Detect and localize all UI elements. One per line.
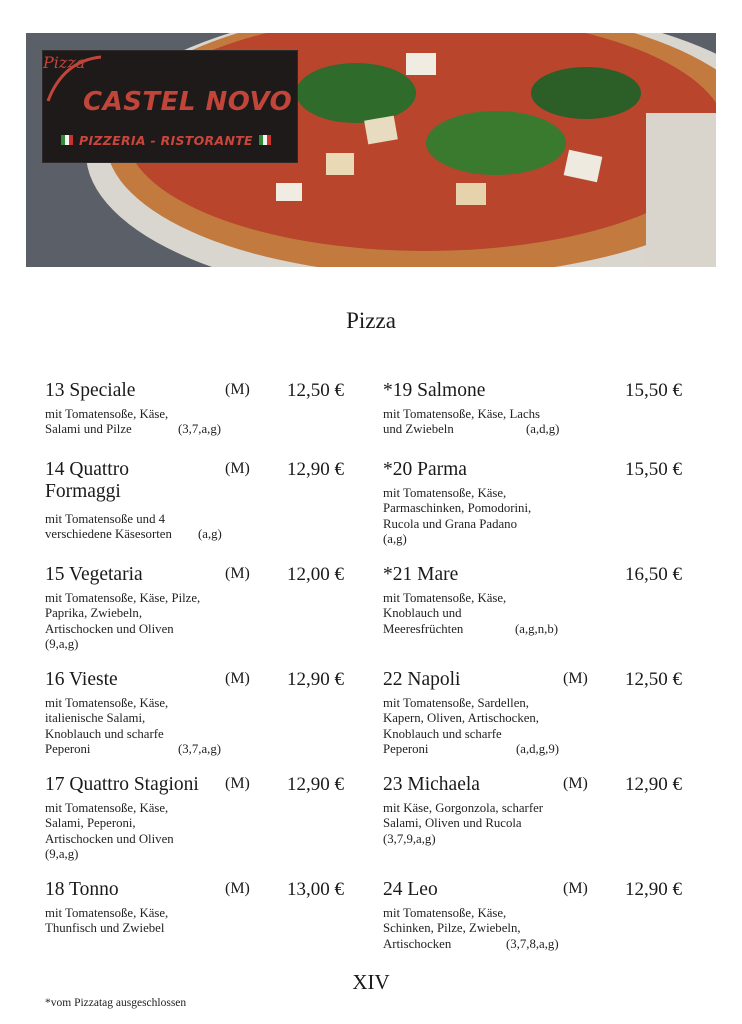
item-allergens: (a,g,n,b) — [515, 622, 558, 636]
item-name: 13 Speciale — [45, 380, 136, 401]
menu-item — [383, 564, 688, 659]
item-price: 12,00 € — [287, 564, 344, 585]
item-description: mit Tomatensoße und 4 verschiedene Käsesorten — [45, 512, 172, 542]
restaurant-logo — [42, 50, 298, 163]
item-price: 12,90 € — [287, 774, 344, 795]
item-price: 15,50 € — [625, 459, 682, 480]
item-description: mit Tomatensoße, Käse, Schinken, Pilze, Zwiebeln, Artischocken — [383, 906, 521, 951]
item-name: 23 Michaela — [383, 774, 480, 795]
item-description: mit Tomatensoße, Käse, italienische Salami, Knoblauch und scharfe Peperoni — [45, 696, 169, 756]
item-name: 24 Leo — [383, 879, 438, 900]
item-price: 15,50 € — [625, 380, 682, 401]
item-allergens: (a,g) — [198, 527, 222, 541]
menu-item — [45, 380, 350, 450]
page-number: XIV — [352, 970, 390, 994]
item-size: (M) — [563, 775, 588, 792]
item-price: 12,90 € — [287, 669, 344, 690]
item-size: (M) — [225, 460, 250, 477]
menu-item — [45, 669, 350, 764]
item-allergens: (3,7,a,g) — [178, 422, 221, 436]
italian-flag-icon — [259, 135, 271, 145]
item-allergens: (a,d,g,9) — [516, 742, 559, 756]
menu-section-title: Pizza — [346, 308, 396, 333]
item-name: 18 Tonno — [45, 879, 119, 900]
item-allergens: (a,d,g) — [526, 422, 560, 436]
item-size: (M) — [225, 381, 250, 398]
svg-text:Pizza: Pizza — [43, 53, 86, 72]
item-price: 12,50 € — [625, 669, 682, 690]
logo-script-text — [43, 51, 163, 75]
item-name: 15 Vegetaria — [45, 564, 143, 585]
item-allergens: (3,7,8,a,g) — [506, 937, 559, 951]
menu-item — [383, 459, 688, 554]
item-description: mit Tomatensoße, Käse, Thunfisch und Zwiebel — [45, 906, 169, 936]
item-allergens: (3,7,a,g) — [178, 742, 221, 756]
item-name: *21 Mare — [383, 564, 459, 585]
item-name: *20 Parma — [383, 459, 467, 480]
menu-item — [45, 879, 350, 949]
menu-item — [45, 564, 350, 659]
hero-pizza-photo — [26, 33, 716, 267]
item-description: mit Tomatensoße, Sardellen, Kapern, Oliven, Artischocken, Knoblauch und scharfe Peperoni — [383, 696, 540, 756]
item-name: 17 Quattro Stagioni — [45, 774, 199, 795]
menu-item — [383, 879, 688, 959]
item-description: mit Tomatensoße, Käse, Pilze, Paprika, Zwiebeln, Artischocken und Oliven (9,a,g) — [45, 591, 201, 651]
item-price: 12,90 € — [625, 774, 682, 795]
item-size: (M) — [225, 775, 250, 792]
item-name: 22 Napoli — [383, 669, 461, 690]
item-description: mit Käse, Gorgonzola, scharfer Salami, Oliven und Rucola (3,7,9,a,g) — [383, 801, 544, 846]
logo-subtitle: PIZZERIA - RISTORANTE — [79, 132, 253, 148]
item-name: 16 Vieste — [45, 669, 118, 690]
logo-subtitle-row — [61, 131, 293, 149]
item-name: 14 Quattro Formaggi — [45, 459, 129, 502]
menu-item — [383, 380, 688, 450]
item-description: mit Tomatensoße, Käse, Lachs und Zwiebeln — [383, 407, 541, 437]
menu-item — [45, 459, 350, 554]
menu-item — [383, 669, 688, 764]
item-description: mit Tomatensoße, Käse, Knoblauch und Meeresfrüchten — [383, 591, 507, 636]
item-price: 16,50 € — [625, 564, 682, 585]
logo-name: CASTEL NOVO — [83, 87, 293, 117]
footnote: *vom Pizzatag ausgeschlossen — [45, 997, 187, 1009]
item-price: 12,50 € — [287, 380, 344, 401]
item-size: (M) — [563, 670, 588, 687]
menu-item — [45, 774, 350, 869]
item-description: mit Tomatensoße, Käse, Salami, Peperoni, Artischocken und Oliven (9,a,g) — [45, 801, 174, 861]
item-price: 12,90 € — [287, 459, 344, 480]
item-description: mit Tomatensoße, Käse, Parmaschinken, Pomodorini, Rucola und Grana Padano (a,g) — [383, 486, 532, 546]
item-size: (M) — [563, 880, 588, 897]
italian-flag-icon — [61, 135, 73, 145]
item-size: (M) — [225, 880, 250, 897]
item-price: 13,00 € — [287, 879, 344, 900]
item-size: (M) — [225, 670, 250, 687]
item-price: 12,90 € — [625, 879, 682, 900]
item-name: *19 Salmone — [383, 380, 486, 401]
menu-item — [383, 774, 688, 854]
item-description: mit Tomatensoße, Käse, Salami und Pilze — [45, 407, 169, 437]
item-size: (M) — [225, 565, 250, 582]
